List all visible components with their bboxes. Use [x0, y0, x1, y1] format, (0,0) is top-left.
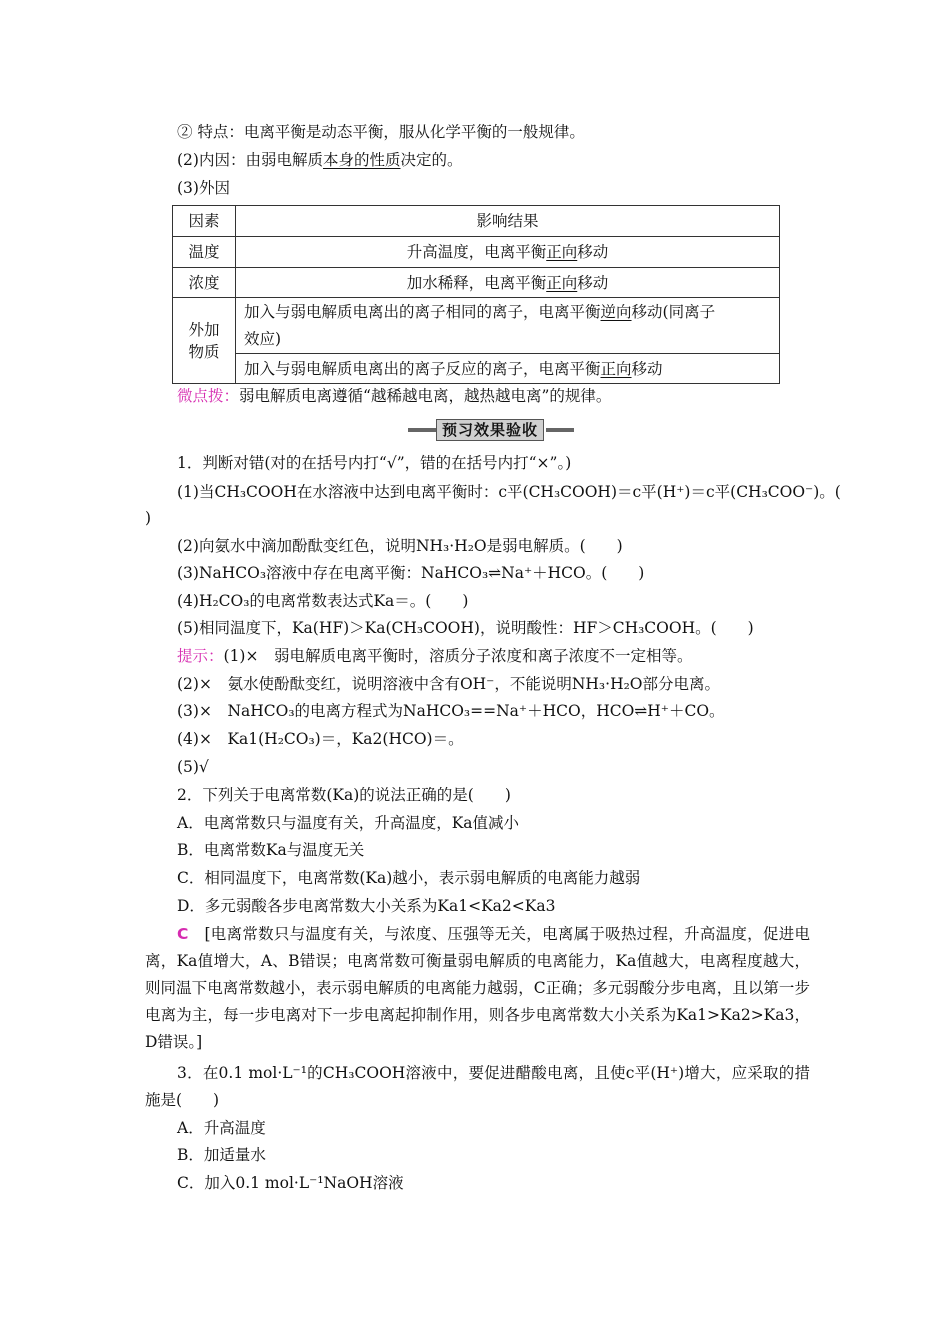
q3-option-b: B．加适量水 [177, 1146, 266, 1164]
q1-hint-2: (2)× 氨水使酚酞变红，说明溶液中含有OH⁻，不能说明NH₃·H₂O部分电离。 [177, 675, 721, 693]
q3-stem: 3．在0.1 mol·L⁻¹的CH₃COOH溶液中，要促进醋酸电离，且使c平(H⁺)增大，应采取的措施是( ) [145, 1064, 810, 1109]
factor-temperature: 温度 [173, 237, 236, 268]
hint-label: 提示： [177, 647, 224, 665]
q2-stem: 2．下列关于电离常数(Ka)的说法正确的是( ) [177, 786, 511, 804]
factor-table [172, 205, 780, 384]
q1-statement-2: (2)向氨水中滴加酚酞变红色，说明NH₃·H₂O是弱电解质。( ) [177, 537, 623, 555]
table-row-concentration [173, 268, 780, 298]
header-result: 影响结果 [236, 206, 780, 237]
header-factor: 因素 [173, 206, 236, 237]
q2-option-c: C．相同温度下，电离常数(Ka)越小，表示弱电解质的电离能力越弱 [177, 869, 641, 887]
factor-concentration: 浓度 [173, 268, 236, 298]
banner-left-bar [408, 428, 436, 432]
q3-option-a: A．升高温度 [177, 1119, 266, 1137]
table-row-added-substance-b [173, 354, 780, 384]
tip-label: 微点拨： [177, 387, 240, 405]
result-common-ion: 加入与弱电解质电离出的离子相同的离子，电离平衡逆向移动(同离子 效应) [236, 298, 780, 354]
feature-item: ② 特点：电离平衡是动态平衡，服从化学平衡的一般规律。 [177, 123, 585, 141]
q1-statement-3: (3)NaHCO₃溶液中存在电离平衡：NaHCO₃⇌Na⁺＋HCO。( ) [177, 564, 645, 582]
result-temperature: 升高温度，电离平衡正向移动 [236, 237, 780, 268]
table-row-added-substance-a [173, 298, 780, 354]
banner-right-bar [546, 428, 574, 432]
internal-factor-item: (2)内因：由弱电解质本身的性质决定的。 [177, 151, 463, 169]
q2-option-d: D．多元弱酸各步电离常数大小关系为Ka1<Ka2<Ka3 [177, 897, 556, 915]
factor-added-substance: 外加 物质 [173, 298, 236, 384]
q1-statement-1: (1)当CH₃COOH在水溶液中达到电离平衡时：c平(CH₃COOH)＝c平(H⁺)＝c平(CH₃COO⁻)。( [177, 483, 841, 501]
q1-statement-5: (5)相同温度下，Ka(HF)＞Ka(CH₃COOH)，说明酸性：HF＞CH₃COOH。( ) [177, 619, 754, 637]
result-reacting-ion: 加入与弱电解质电离出的离子反应的离子，电离平衡正向移动 [236, 354, 780, 384]
table-row-temperature [173, 237, 780, 268]
section-banner [408, 419, 574, 441]
table-header-row [173, 206, 780, 237]
q2-option-a: A．电离常数只与温度有关，升高温度，Ka值减小 [177, 814, 520, 832]
result-concentration: 加水稀释，电离平衡正向移动 [236, 268, 780, 298]
q1-hint-5: (5)√ [177, 758, 209, 776]
q1-stem: 1．判断对错(对的在括号内打“√”，错的在括号内打“×”。) [177, 454, 572, 472]
q1-hint-4: (4)× Ka1(H₂CO₃)＝，Ka2(HCO)＝。 [177, 730, 464, 748]
q1-hint-3: (3)× NaHCO₃的电离方程式为NaHCO₃==Na⁺＋HCO，HCO⇌H⁺＋CO。 [177, 702, 725, 720]
q2-option-b: B．电离常数Ka与温度无关 [177, 841, 365, 859]
q1-statement-1-close: ) [145, 509, 152, 527]
q2-answer: C [177, 925, 189, 943]
q3-option-c: C．加入0.1 mol·L⁻¹NaOH溶液 [177, 1174, 404, 1192]
underlined-term: 本身的性质 [322, 151, 401, 169]
external-factor-heading: (3)外因 [177, 179, 230, 197]
banner-title: 预习效果验收 [436, 419, 544, 441]
q1-statement-4: (4)H₂CO₃的电离常数表达式Ka＝。( ) [177, 592, 469, 610]
q1-hint-1: 提示：(1)× 弱电解质电离平衡时，溶质分子浓度和离子浓度不一定相等。 [177, 647, 693, 665]
q2-explanation: C [电离常数只与温度有关，与浓度、压强等无关，电离属于吸热过程，升高温度，促进电离，Ka值增大，A、B错误；电离常数可衡量弱电解质的电离能力，Ka值越大，电离程度越大，则同温下电离常数越小，表示弱电解质的电离能力越弱，C正确；多元弱酸分步电离，且以第一步电离为主，每一步电离对下一步电离起抑制作用，则各步电离常数大小关系为Ka1>Ka2>Ka3，D错误。] [145, 925, 810, 1051]
tip-note: 微点拨：弱电解质电离遵循“越稀越电离，越热越电离”的规律。 [177, 387, 612, 405]
